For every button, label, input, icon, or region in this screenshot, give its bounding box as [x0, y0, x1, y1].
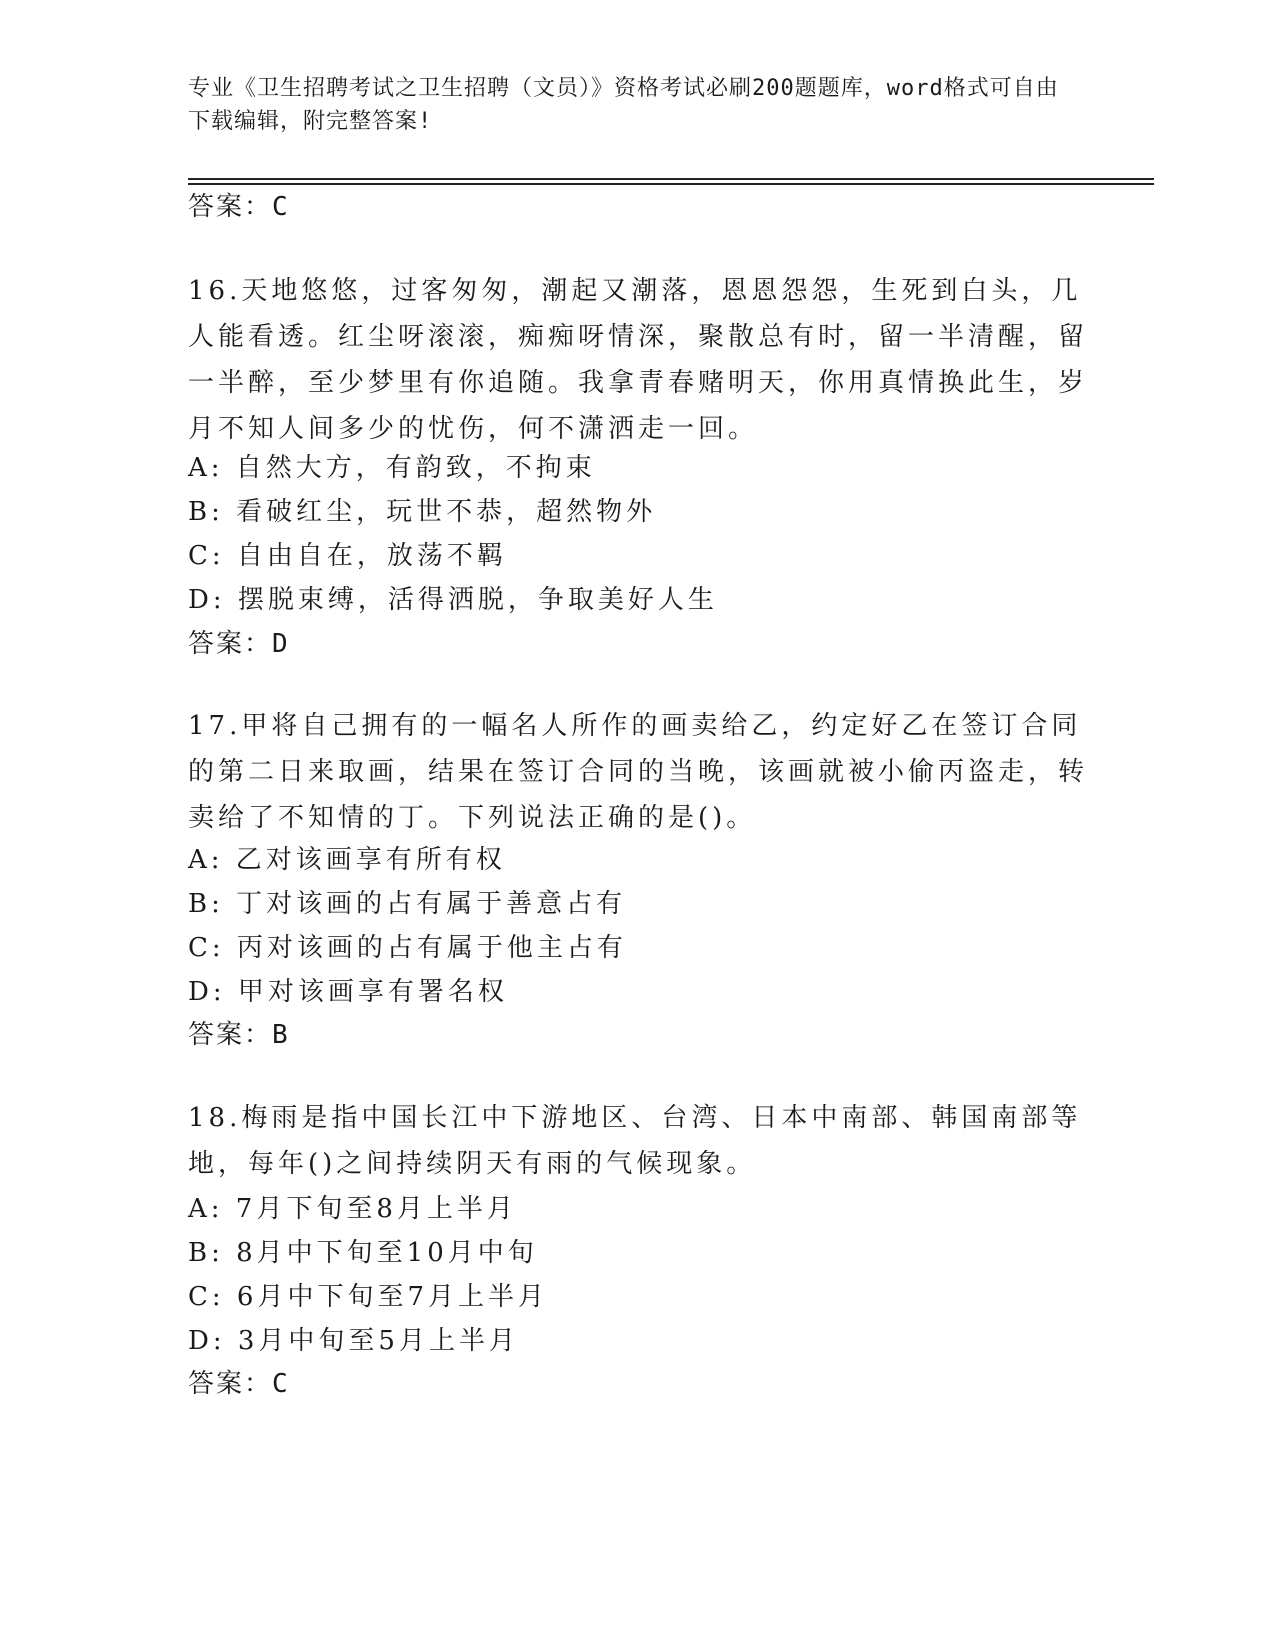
- question-17-option-d: D: 甲对该画享有署名权: [188, 977, 508, 1007]
- answer-previous: 答案：C: [188, 192, 290, 222]
- document-header: 专业《卫生招聘考试之卫生招聘（文员）》资格考试必刷200题题库，word格式可自由下载编辑，附完整答案!: [188, 76, 1059, 134]
- question-17-option-a: A: 乙对该画享有所有权: [188, 845, 506, 875]
- question-16-answer: 答案：D: [188, 629, 290, 659]
- question-18-option-d: D: 3月中旬至5月上半月: [188, 1326, 519, 1356]
- question-17-option-c: C: 丙对该画的占有属于他主占有: [188, 933, 627, 963]
- header-rule-bottom: [188, 183, 1154, 185]
- question-16-option-c: C: 自由自在，放荡不羁: [188, 541, 507, 571]
- question-18-option-c: C: 6月中下旬至7月上半月: [188, 1282, 549, 1312]
- question-18-text: 18.梅雨是指中国长江中下游地区、台湾、日本中南部、韩国南部等地，每年()之间持续阴天有雨的气候现象。: [188, 1103, 1082, 1179]
- question-16-option-a: A: 自然大方，有韵致，不拘束: [188, 453, 596, 483]
- question-16-option-d: D: 摆脱束缚，活得洒脱，争取美好人生: [188, 585, 718, 615]
- question-18-option-b: B: 8月中下旬至10月中旬: [188, 1238, 538, 1268]
- question-17-answer: 答案：B: [188, 1020, 290, 1050]
- question-18-option-a: A: 7月下旬至8月上半月: [188, 1194, 517, 1224]
- question-18-answer: 答案：C: [188, 1369, 290, 1399]
- question-16-option-b: B: 看破红尘，玩世不恭，超然物外: [188, 497, 657, 527]
- header-rule-top: [188, 178, 1154, 180]
- question-16-text: 16.天地悠悠，过客匆匆，潮起又潮落，恩恩怨怨，生死到白头，几人能看透。红尘呀滚滚，痴痴呀情深，聚散总有时，留一半清醒，留一半醉，至少梦里有你追随。我拿青春赌明天，你用真情换此生，岁月不知人间多少的忧伤，何不潇洒走一回。: [188, 276, 1089, 444]
- question-17-option-b: B: 丁对该画的占有属于善意占有: [188, 889, 627, 919]
- question-17-text: 17.甲将自己拥有的一幅名人所作的画卖给乙，约定好乙在签订合同的第二日来取画，结果在签订合同的当晚，该画就被小偷丙盗走，转卖给了不知情的丁。下列说法正确的是()。: [188, 711, 1089, 833]
